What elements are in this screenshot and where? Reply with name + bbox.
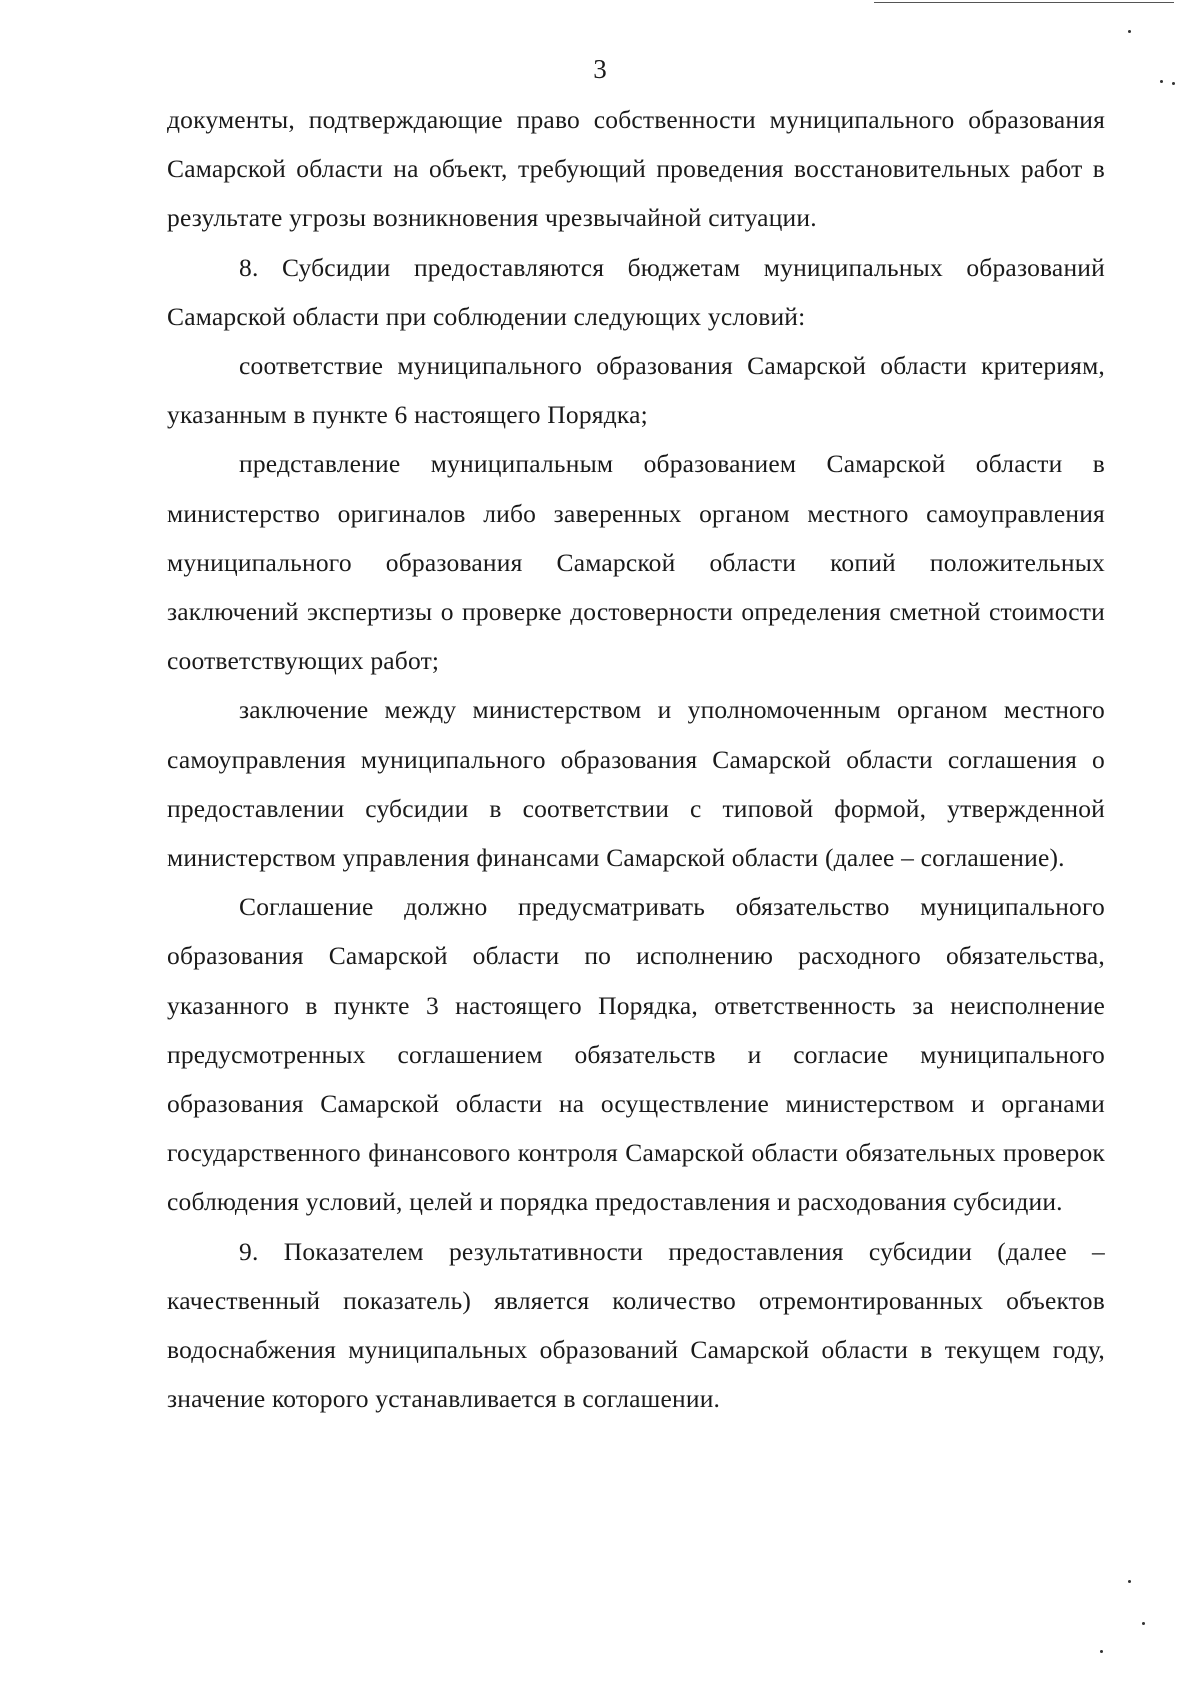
- document-body: [167, 95, 1105, 1423]
- page-number: 3: [593, 54, 607, 84]
- scan-edge-line: [874, 2, 1174, 3]
- scan-speck: [1142, 1622, 1145, 1625]
- paragraph-condition-agreement: заключение между министерством и уполномоченным органом местного самоуправления муниципального образования Самарской области соглашения о предоставлении субсидии в соответствии с типовой формой, утвержденной министерством управления финансами Самарской области (далее – соглашение).: [167, 695, 1105, 873]
- paragraph-agreement-obligations: Соглашение должно предусматривать обязательство муниципального образования Самарской области по исполнению расходного обязательства, указанного в пункте 3 настоящего Порядка, ответственность за неисполнение предусмотренных соглашением обязательств и согласие муниципального образования Самарской области на осуществление министерством и органами государственного финансового контроля Самарской области обязательных проверок соблюдения условий, целей и порядка предоставления и расходования субсидии.: [167, 892, 1105, 1217]
- scan-speck: [1100, 1650, 1103, 1653]
- paragraph-condition-criteria: соответствие муниципального образования Самарской области критериям, указанным в пункте 6 настоящего Порядка;: [167, 351, 1105, 430]
- paragraph-condition-submission: представление муниципальным образованием Самарской области в министерство оригиналов либо заверенных органом местного самоуправления муниципального образования Самарской области копий положительных заключений экспертизы о проверке достоверности определения сметной стоимости соответствующих работ;: [167, 449, 1105, 676]
- paragraph-item-8: 8. Субсидии предоставляются бюджетам муниципальных образований Самарской области при соблюдении следующих условий:: [167, 252, 1105, 331]
- scan-speck: [1128, 1580, 1131, 1583]
- paragraph-documents: документы, подтверждающие право собственности муниципального образования Самарской области на объект, требующий проведения восстановительных работ в результате угрозы возникновения чрезвычайной ситуации.: [167, 105, 1105, 233]
- paragraph-item-9: 9. Показателем результативности предоставления субсидии (далее – качественный показатель) является количество отремонтированных объектов водоснабжения муниципальных образований Самарской области в текущем году, значение которого устанавливается в соглашении.: [167, 1236, 1105, 1414]
- scan-speck: [1128, 30, 1131, 33]
